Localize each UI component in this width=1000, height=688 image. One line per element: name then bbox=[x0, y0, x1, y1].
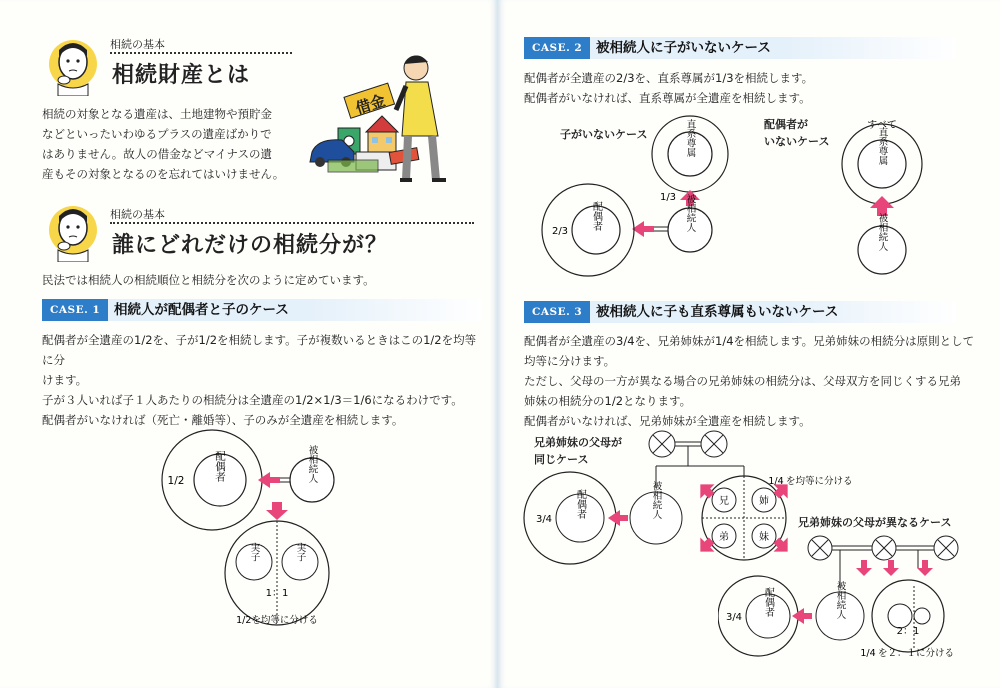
sibling-label: 妹 bbox=[759, 532, 769, 543]
deceased-label: 被相続人 bbox=[306, 445, 318, 483]
body-line: 配偶者が全遺産の1/2を、子が1/2を相続します。子が複数いるときはこの1/2を均等に分 bbox=[42, 333, 477, 367]
ascendant-share: 1/3 bbox=[659, 192, 677, 203]
child1-label: 実子 bbox=[248, 542, 260, 562]
right-page bbox=[498, 0, 1000, 688]
section1-body bbox=[42, 104, 302, 184]
case2-header bbox=[524, 37, 956, 59]
arrow-left-icon bbox=[608, 510, 628, 526]
section2-rule bbox=[110, 222, 474, 224]
section2-intro: 民法では相続人の相続順位と相続分を次のように定めています。 bbox=[42, 273, 375, 287]
body-line: 配偶者がいなければ、兄弟姉妹が全遺産を相続します。 bbox=[524, 414, 811, 428]
ascendant-label: 直系尊属 bbox=[876, 127, 888, 165]
heading-line: 配偶者が bbox=[764, 118, 808, 131]
heading-line: 同じケース bbox=[534, 453, 589, 466]
spouse-label: 配偶者 bbox=[574, 489, 586, 519]
spouse-label: 配偶者 bbox=[214, 450, 226, 482]
left-page bbox=[0, 0, 498, 688]
debt-sign-text: 借金 bbox=[353, 91, 388, 118]
case2-diagram-b bbox=[828, 112, 938, 288]
half-sibling-circle bbox=[914, 608, 930, 624]
heading-line: 兄弟姉妹の父母が bbox=[534, 436, 622, 449]
section1-label: 相続の基本 bbox=[110, 38, 165, 51]
body-line: 相続の対象となる遺産は、土地建物や預貯金 bbox=[42, 107, 272, 121]
case2-diagram-a bbox=[536, 112, 736, 292]
deceased-label: 被相続人 bbox=[834, 581, 846, 619]
section1-title: 相続財産とは bbox=[112, 63, 251, 88]
body-line: 配偶者がいなければ、直系尊属が全遺産を相続します。 bbox=[524, 91, 811, 105]
case3-diagram-b-heading: 兄弟姉妹の父母が異なるケース bbox=[798, 516, 952, 529]
section1-rule bbox=[110, 52, 292, 54]
body-line: ただし、父母の一方が異なる場合の兄弟姉妹の相続分は、父母双方を同じくする兄弟 bbox=[524, 374, 961, 388]
body-line: 子が３人いれば子１人あたりの相続分は全遺産の1/2×1/3＝1/6になるわけです。 bbox=[42, 393, 463, 407]
body-line: 配偶者が全遺産の2/3を、直系尊属が1/3を相続します。 bbox=[524, 71, 814, 85]
body-line: 配偶者が全遺産の3/4を、兄弟姉妹が1/4を相続します。兄弟姉妹の相続分は原則として bbox=[524, 334, 975, 348]
case2-diagram-a-heading: 子がいないケース bbox=[560, 128, 648, 141]
deceased-label: 被相続人 bbox=[650, 481, 662, 519]
arrow-down-icon bbox=[266, 502, 288, 520]
sibling-label: 姉 bbox=[759, 496, 769, 507]
child2-label: 実子 bbox=[294, 542, 306, 562]
body-line: 姉妹の相続分の1/2となります。 bbox=[524, 394, 692, 408]
case2-title: 被相続人に子がいないケース bbox=[596, 40, 771, 56]
body-line: はありません。故人の借金などマイナスの遺 bbox=[42, 147, 272, 161]
siblings-share: 1/4 bbox=[768, 476, 784, 487]
body-line: などといったいわゆるプラスの遺産ばかりで bbox=[42, 127, 272, 141]
case1-header bbox=[42, 299, 482, 321]
sibling-circle bbox=[888, 604, 912, 628]
debt-illustration bbox=[298, 40, 470, 190]
case1-body bbox=[42, 330, 487, 430]
case3-body bbox=[524, 331, 994, 431]
sibling-label: 兄 bbox=[719, 496, 729, 507]
section2-title: 誰にどれだけの相続分が？ bbox=[112, 233, 389, 258]
case3-header bbox=[524, 301, 956, 323]
ratio-label: 2：1 bbox=[896, 626, 920, 637]
body-line: 配偶者がいなければ（死亡・離婚等）、子のみが全遺産を相続します。 bbox=[42, 413, 404, 427]
arrow-down-icon bbox=[917, 560, 933, 576]
arrow-left-icon bbox=[792, 608, 812, 624]
case2-body bbox=[524, 68, 813, 108]
arrow-down-icon bbox=[856, 560, 872, 576]
case1-title: 相続人が配偶者と子のケース bbox=[114, 302, 289, 318]
siblings-note: を均等に分ける bbox=[786, 476, 853, 487]
section2-label: 相続の基本 bbox=[110, 208, 165, 221]
body-line: 産もその対象となるのを忘れてはいけません。 bbox=[42, 167, 285, 181]
spouse-share: 1/2 bbox=[167, 475, 185, 487]
heading-line: いないケース bbox=[764, 135, 830, 148]
body-line: 均等に分けます。 bbox=[524, 354, 616, 368]
caption: を２：１に分ける bbox=[878, 648, 955, 659]
arrow-down-icon bbox=[883, 560, 899, 576]
spouse-share: 3/4 bbox=[535, 514, 553, 525]
case2-tag: CASE. 2 bbox=[524, 37, 590, 59]
debt-sign bbox=[344, 83, 395, 118]
case1-tag: CASE. 1 bbox=[42, 299, 108, 321]
arrow-left-icon bbox=[632, 221, 654, 237]
spouse-share: 2/3 bbox=[551, 226, 569, 237]
deceased-label: 被相続人 bbox=[876, 213, 888, 251]
sibling-label: 弟 bbox=[719, 532, 729, 543]
case2-diagram-b-heading bbox=[764, 116, 829, 150]
caption: 1/2を均等に分ける bbox=[236, 615, 318, 626]
spouse-label: 配偶者 bbox=[762, 587, 774, 617]
ascendant-label: 直系尊属 bbox=[684, 119, 696, 157]
all-label: すべて bbox=[867, 120, 897, 131]
thinking-man-icon bbox=[44, 200, 102, 262]
thinking-man-icon bbox=[44, 34, 102, 96]
case3-title: 被相続人に子も直系尊属もいないケース bbox=[596, 304, 839, 320]
case1-diagram bbox=[150, 428, 350, 638]
case3-diagram-b bbox=[718, 530, 1000, 680]
caption-share: 1/4 bbox=[860, 648, 876, 659]
spouse-label: 配偶者 bbox=[590, 201, 602, 231]
deceased-label: 被相続人 bbox=[684, 194, 696, 232]
ratio-label: 1：1 bbox=[265, 588, 289, 599]
body-line: けます。 bbox=[42, 373, 88, 387]
spouse-share: 3/4 bbox=[725, 612, 743, 623]
case3-tag: CASE. 3 bbox=[524, 301, 590, 323]
